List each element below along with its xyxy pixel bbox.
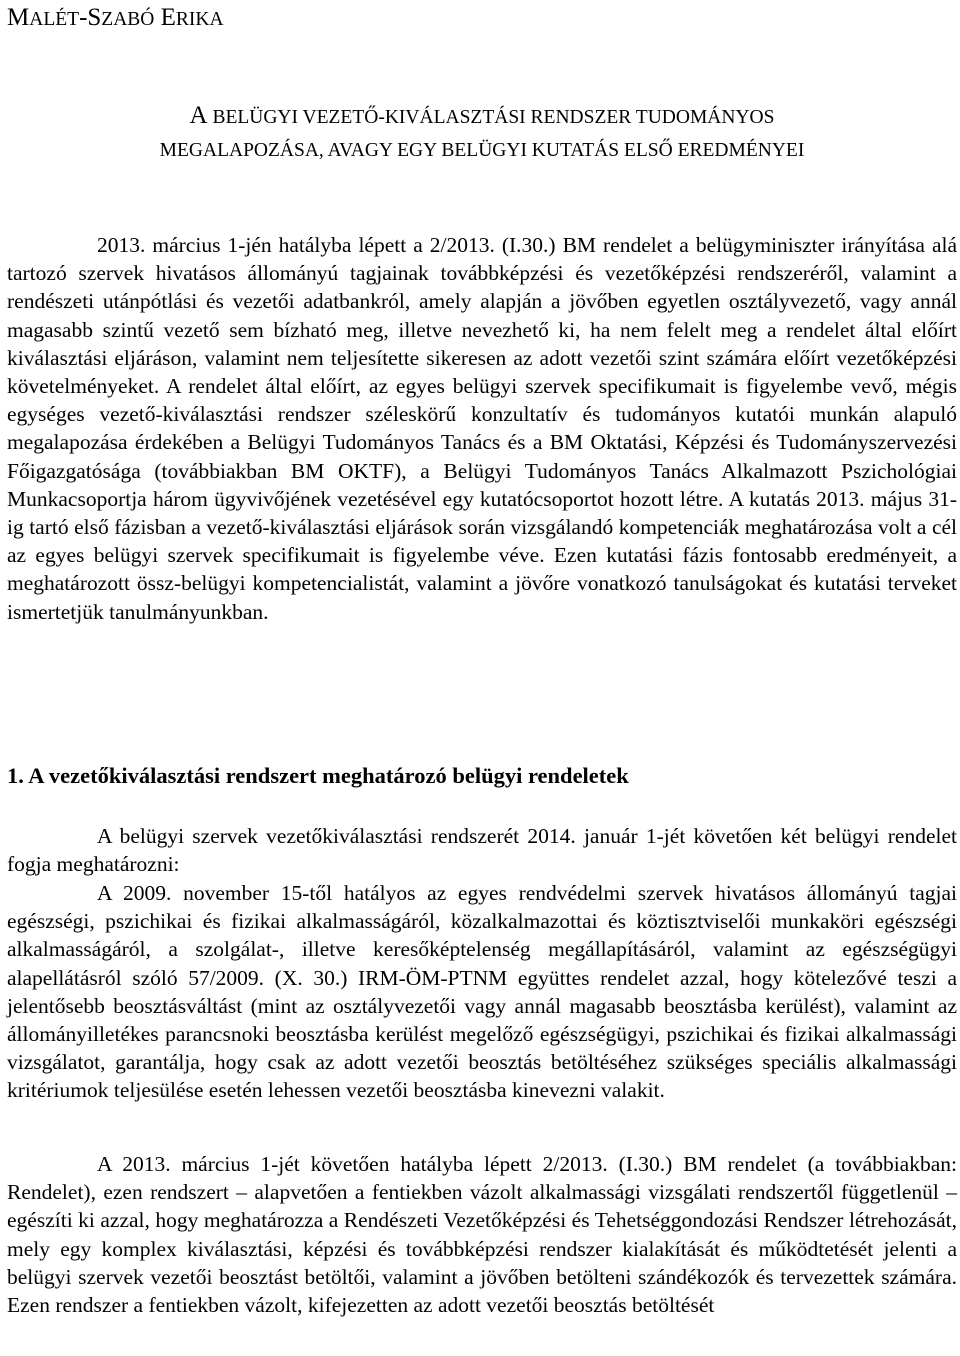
intro-paragraph: 2013. március 1-jén hatályba lépett a 2/2013. (I.30.) BM rendelet a belügyminiszter irányítása alá tartozó szervek hivatásos állományú tagjainak továbbképzési és vezetőképzési rendszeréről, valamint a rendészeti utánpótlási és vezetői adatbankról, amely alapján a jövőben egyetlen osztályvezető, vagy annál magasabb szintű vezető sem bízható meg, illetve nevezhető ki, ha nem felelt meg a rendelet által előírt kiválasztási eljáráson, valamint nem teljesítette sikeresen az adott vezetői szint számára előírt vezetőképzési követelményeket. A rendelet által előírt, az egyes belügyi szervek specifikumait is figyelembe vevő, mégis egységes vezető-kiválasztási rendszer széleskörű konzultatív és tudományos kutatói munkán alapuló megalapozása érdekében a Belügyi Tudományos Tanács és a BM Oktatási, Képzési és Tudományszervezési Főigazgatósága (továbbiakban BM OKTF), a Belügyi Tudományos Tanács Alkalmazott Pszichológiai Munkacsoportja három ügyvivőjének vezetésével egy kutatócsoportot hozott létre. A kutatás 2013. május 31-ig tartó első fázisban a vezető-kiválasztási eljárások során vizsgálandó kompetenciák meghatározása volt a cél az egyes belügyi szervek specifikumait is figyelembe véve. Ezen kutatási fázis fontosabb eredményeit, a meghatározott össz-belügyi kompetencialistát, valamint a jövőre vonatkozó tanulságokat és kutatási terveket ismertetjük tanulmányunkban. <box>7 233 957 624</box>
body-paragraph-3: A 2013. március 1-jét követően hatályba lépett 2/2013. (I.30.) BM rendelet (a továbbiakban: Rendelet), ezen rendszert – alapvetően a fentiekben vázolt alkalmassági vizsgálati rendszertől függetlenül – egészíti ki azzal, hogy meghatározza a Rendészeti Vezetőképzési és Tehetséggondozási Rendszer létrehozását, mely egy komplex kiválasztási, képzési és továbbképzési rendszer kialakítását és működtetését jelenti a belügyi szervek vezetői beosztást betöltői, valamint a jövőben betölteni szándékozók és tervezettek számára. Ezen rendszer a fentiekben vázolt, kifejezetten az adott vezetői beosztás betöltését <box>7 1152 957 1318</box>
document-title <box>7 100 957 166</box>
section-heading: 1. A vezetőkiválasztási rendszert meghatározó belügyi rendeletek <box>7 763 629 788</box>
title-line-2: MEGALAPOZÁSA, AVAGY EGY BELÜGYI KUTATÁS ELSŐ EREDMÉNYEI <box>159 140 805 161</box>
body-paragraph-1: A belügyi szervek vezetőkiválasztási rendszerét 2014. január 1-jét követően két belügyi rendelet fogja meghatározni: <box>7 824 957 877</box>
title-line-1: A BELÜGYI VEZETŐ-KIVÁLASZTÁSI RENDSZER TUDOMÁNYOS <box>189 102 775 129</box>
body-paragraph-2: A 2009. november 15-től hatályos az egyes rendvédelmi szervek hivatásos állományú tagjai egészségi, pszichikai és fizikai alkalmasságáról, közalkalmazottai és köztisztviselői munkaköri egészségi alkalmasságáról, a szolgálat-, illetve keresőképtelenség megállapításáról, valamint az egészségügyi alapellátásról szóló 57/2009. (X. 30.) IRM-ÖM-PTNM együttes rendelet azzal, hogy kötelezővé teszi a jelentősebb beosztásváltást (mint az osztályvezetői vagy annál magasabb beosztásba kerülést), valamint az állományilletékes parancsnoki beosztásba kerülést megelőző egészségügyi, pszichikai és fizikai alkalmassági vizsgálatot, garantálja, hogy csak az adott vezetői beosztás betöltéséhez szükséges speciális alkalmassági kritériumok teljesülése esetén lehessen vezetői beosztásba kinevezni valakit. <box>7 881 957 1103</box>
author-name: MALÉT-SZABÓ ERIKA <box>7 4 224 31</box>
